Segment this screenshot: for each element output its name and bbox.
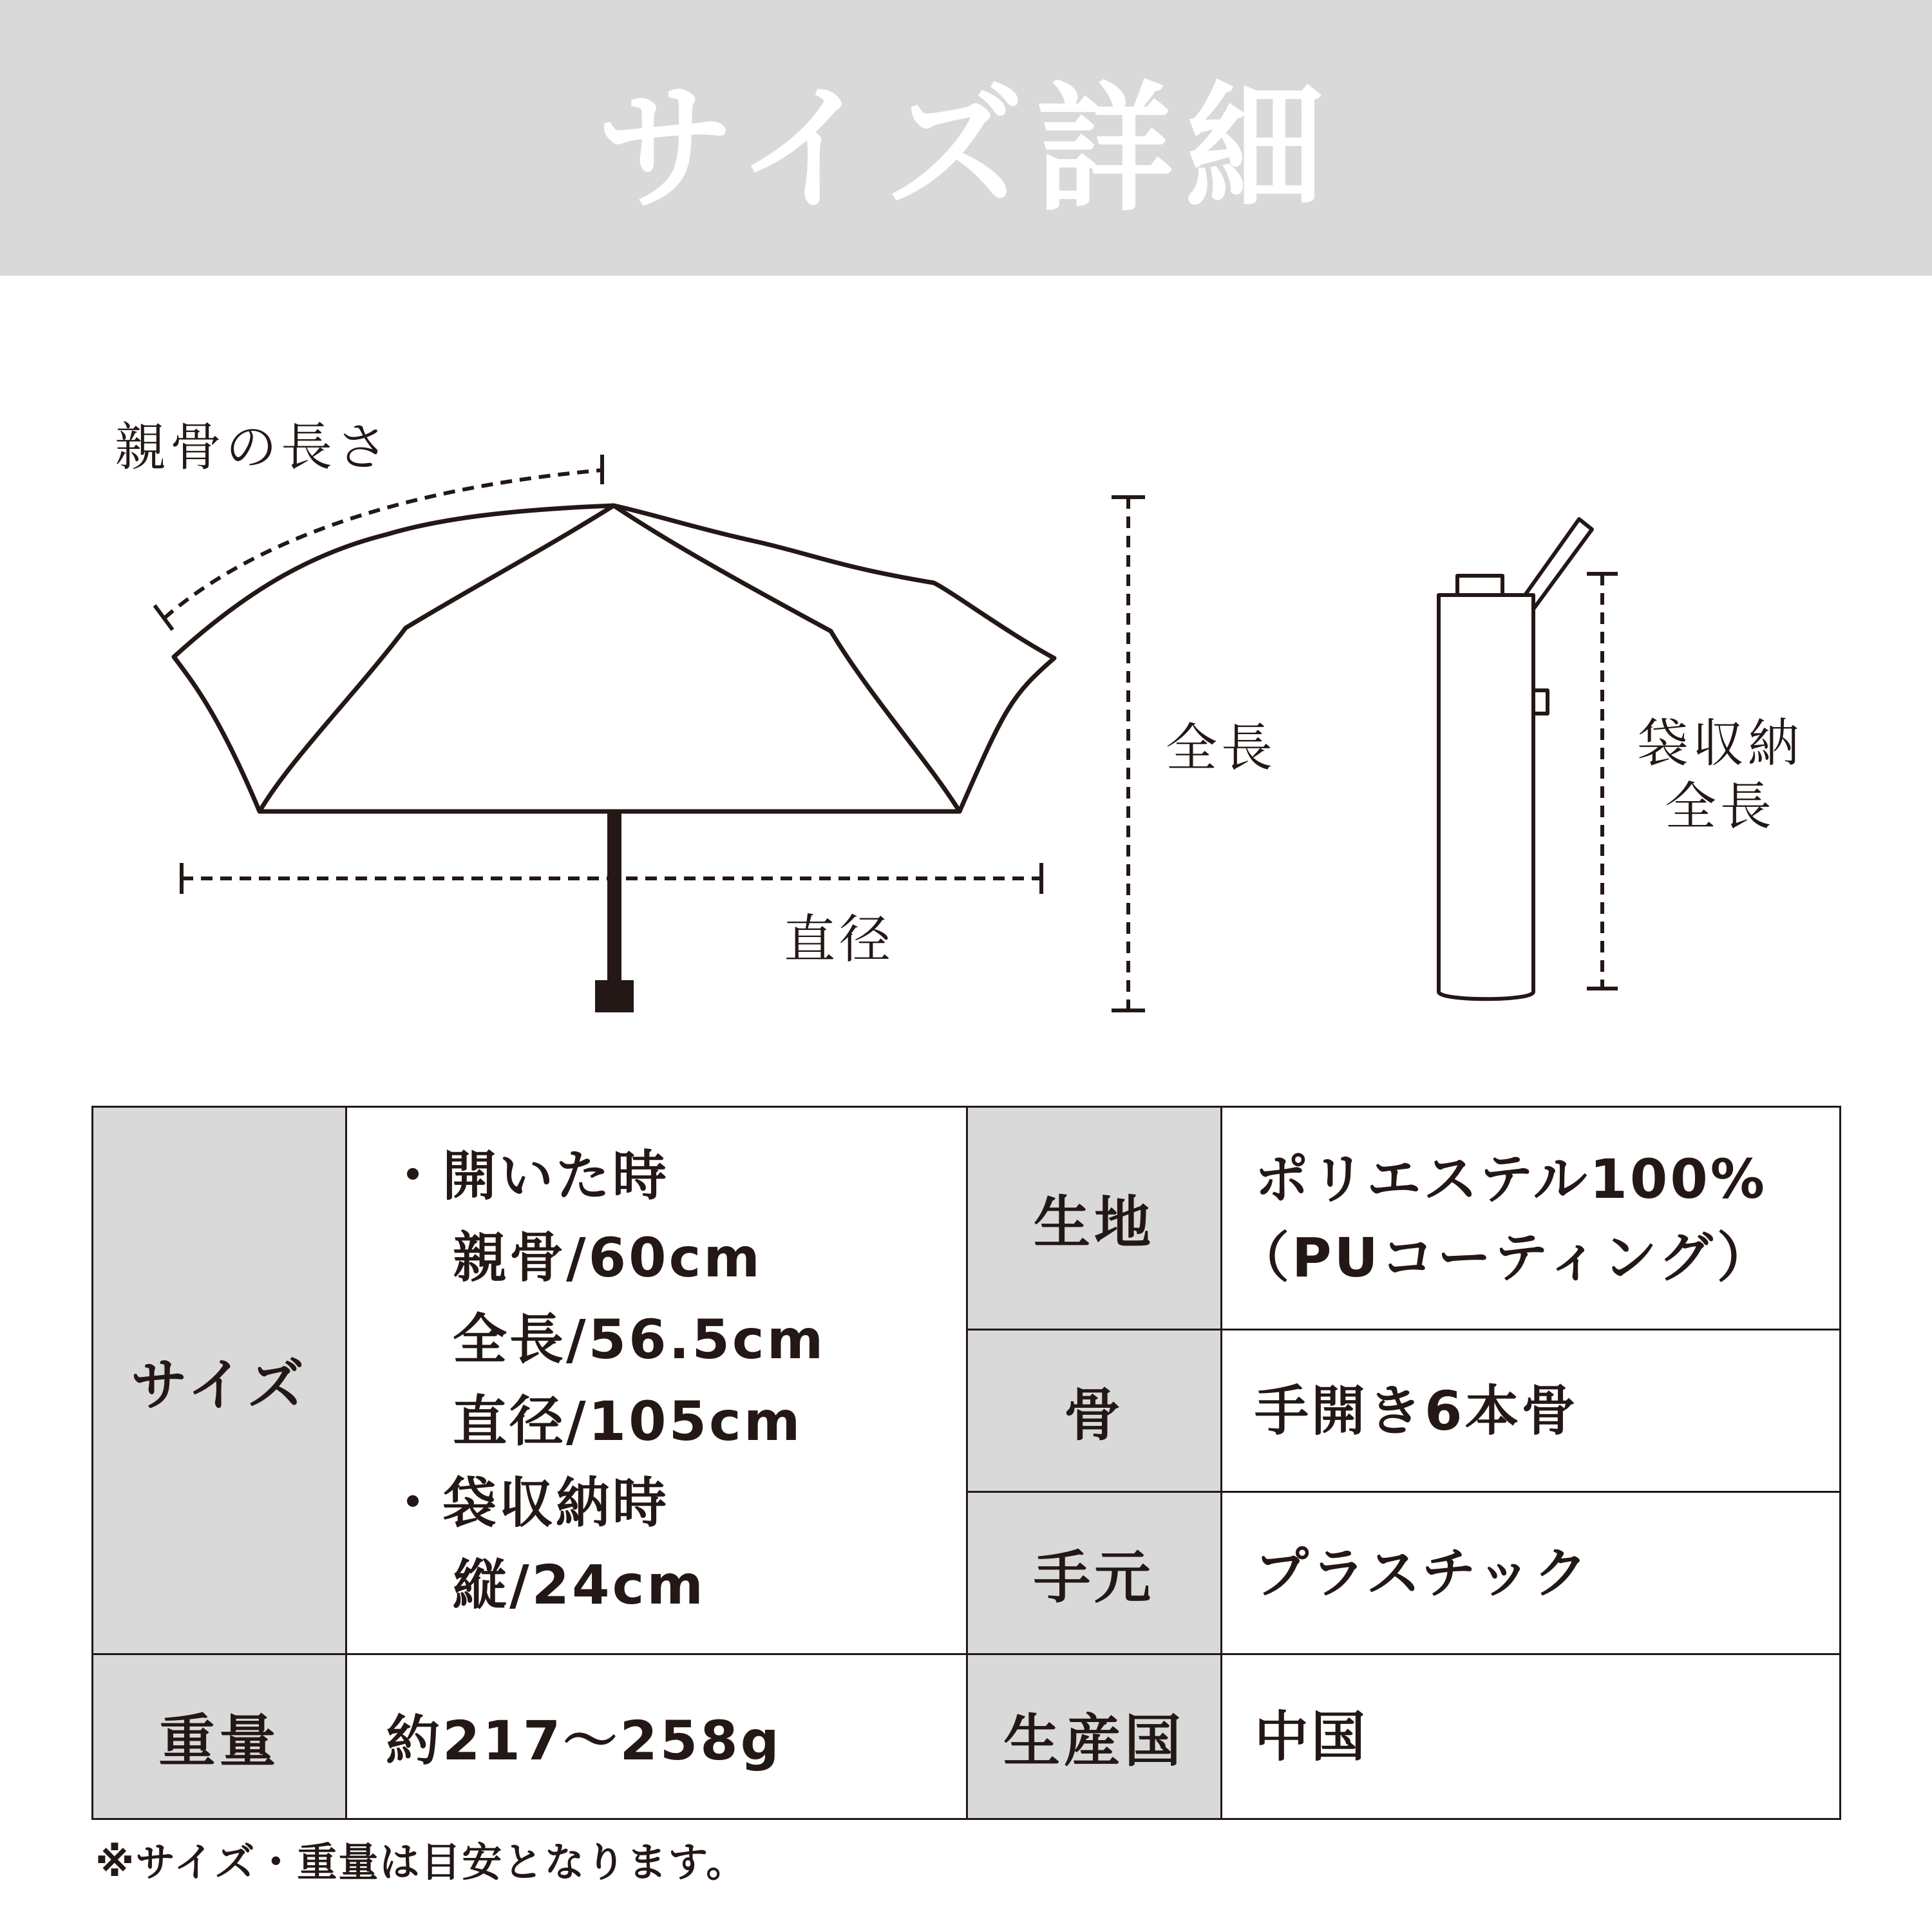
umbrella-handle [595, 980, 634, 1012]
umbrella-shaft [607, 813, 621, 981]
folded-length-label [1637, 712, 1803, 838]
size-diameter: 直径/105cm [453, 1389, 803, 1453]
total-length-label: 全長 [1166, 718, 1276, 778]
fabric-value-line1: ポリエステル100% [1255, 1147, 1767, 1211]
size-open-heading: ・開いた時 [386, 1144, 670, 1208]
weight-label: 重量 [93, 1654, 346, 1819]
ribs-label: 骨 [967, 1330, 1222, 1492]
folded-umbrella-snap [1533, 690, 1548, 714]
origin-label: 生産国 [967, 1654, 1222, 1819]
fabric-label: 生地 [967, 1107, 1222, 1330]
handle-value: プラスチック [1222, 1492, 1841, 1654]
diameter-label: 直径 [784, 909, 895, 969]
folded-umbrella-bag [1439, 595, 1533, 999]
folded-label-line1: 袋収納 [1637, 714, 1803, 773]
fabric-value-line2: （PUコーティング） [1235, 1226, 1774, 1289]
handle-label: 手元 [967, 1492, 1222, 1654]
umbrella-canopy-outline [174, 506, 1054, 811]
size-rib: 親骨/60cm [453, 1226, 762, 1289]
header-band [0, 0, 1932, 276]
folded-label-line2: 全長 [1665, 776, 1776, 837]
size-folded-heading: ・袋収納時 [386, 1471, 670, 1535]
rib-length-label: 親骨の長さ [115, 417, 392, 477]
folded-umbrella-cap [1457, 576, 1502, 595]
spec-table [91, 1106, 1841, 1820]
origin-value: 中国 [1222, 1654, 1841, 1819]
ribs-value: 手開き6本骨 [1222, 1330, 1841, 1492]
fabric-value [1222, 1107, 1841, 1330]
size-label: サイズ [93, 1107, 346, 1654]
size-value [346, 1107, 967, 1654]
umbrella-rib-left [260, 506, 614, 811]
umbrella-diagram [0, 276, 1932, 1106]
rib-length-dimension [164, 470, 602, 618]
weight-value: 約217〜258g [346, 1654, 967, 1819]
size-diagram [0, 276, 1932, 1106]
footnote: ※サイズ・重量は目安となります。 [95, 1839, 748, 1886]
size-folded-length: 縦/24cm [453, 1553, 706, 1616]
size-total: 全長/56.5cm [453, 1307, 826, 1371]
page-title: サイズ詳細 [596, 68, 1336, 230]
